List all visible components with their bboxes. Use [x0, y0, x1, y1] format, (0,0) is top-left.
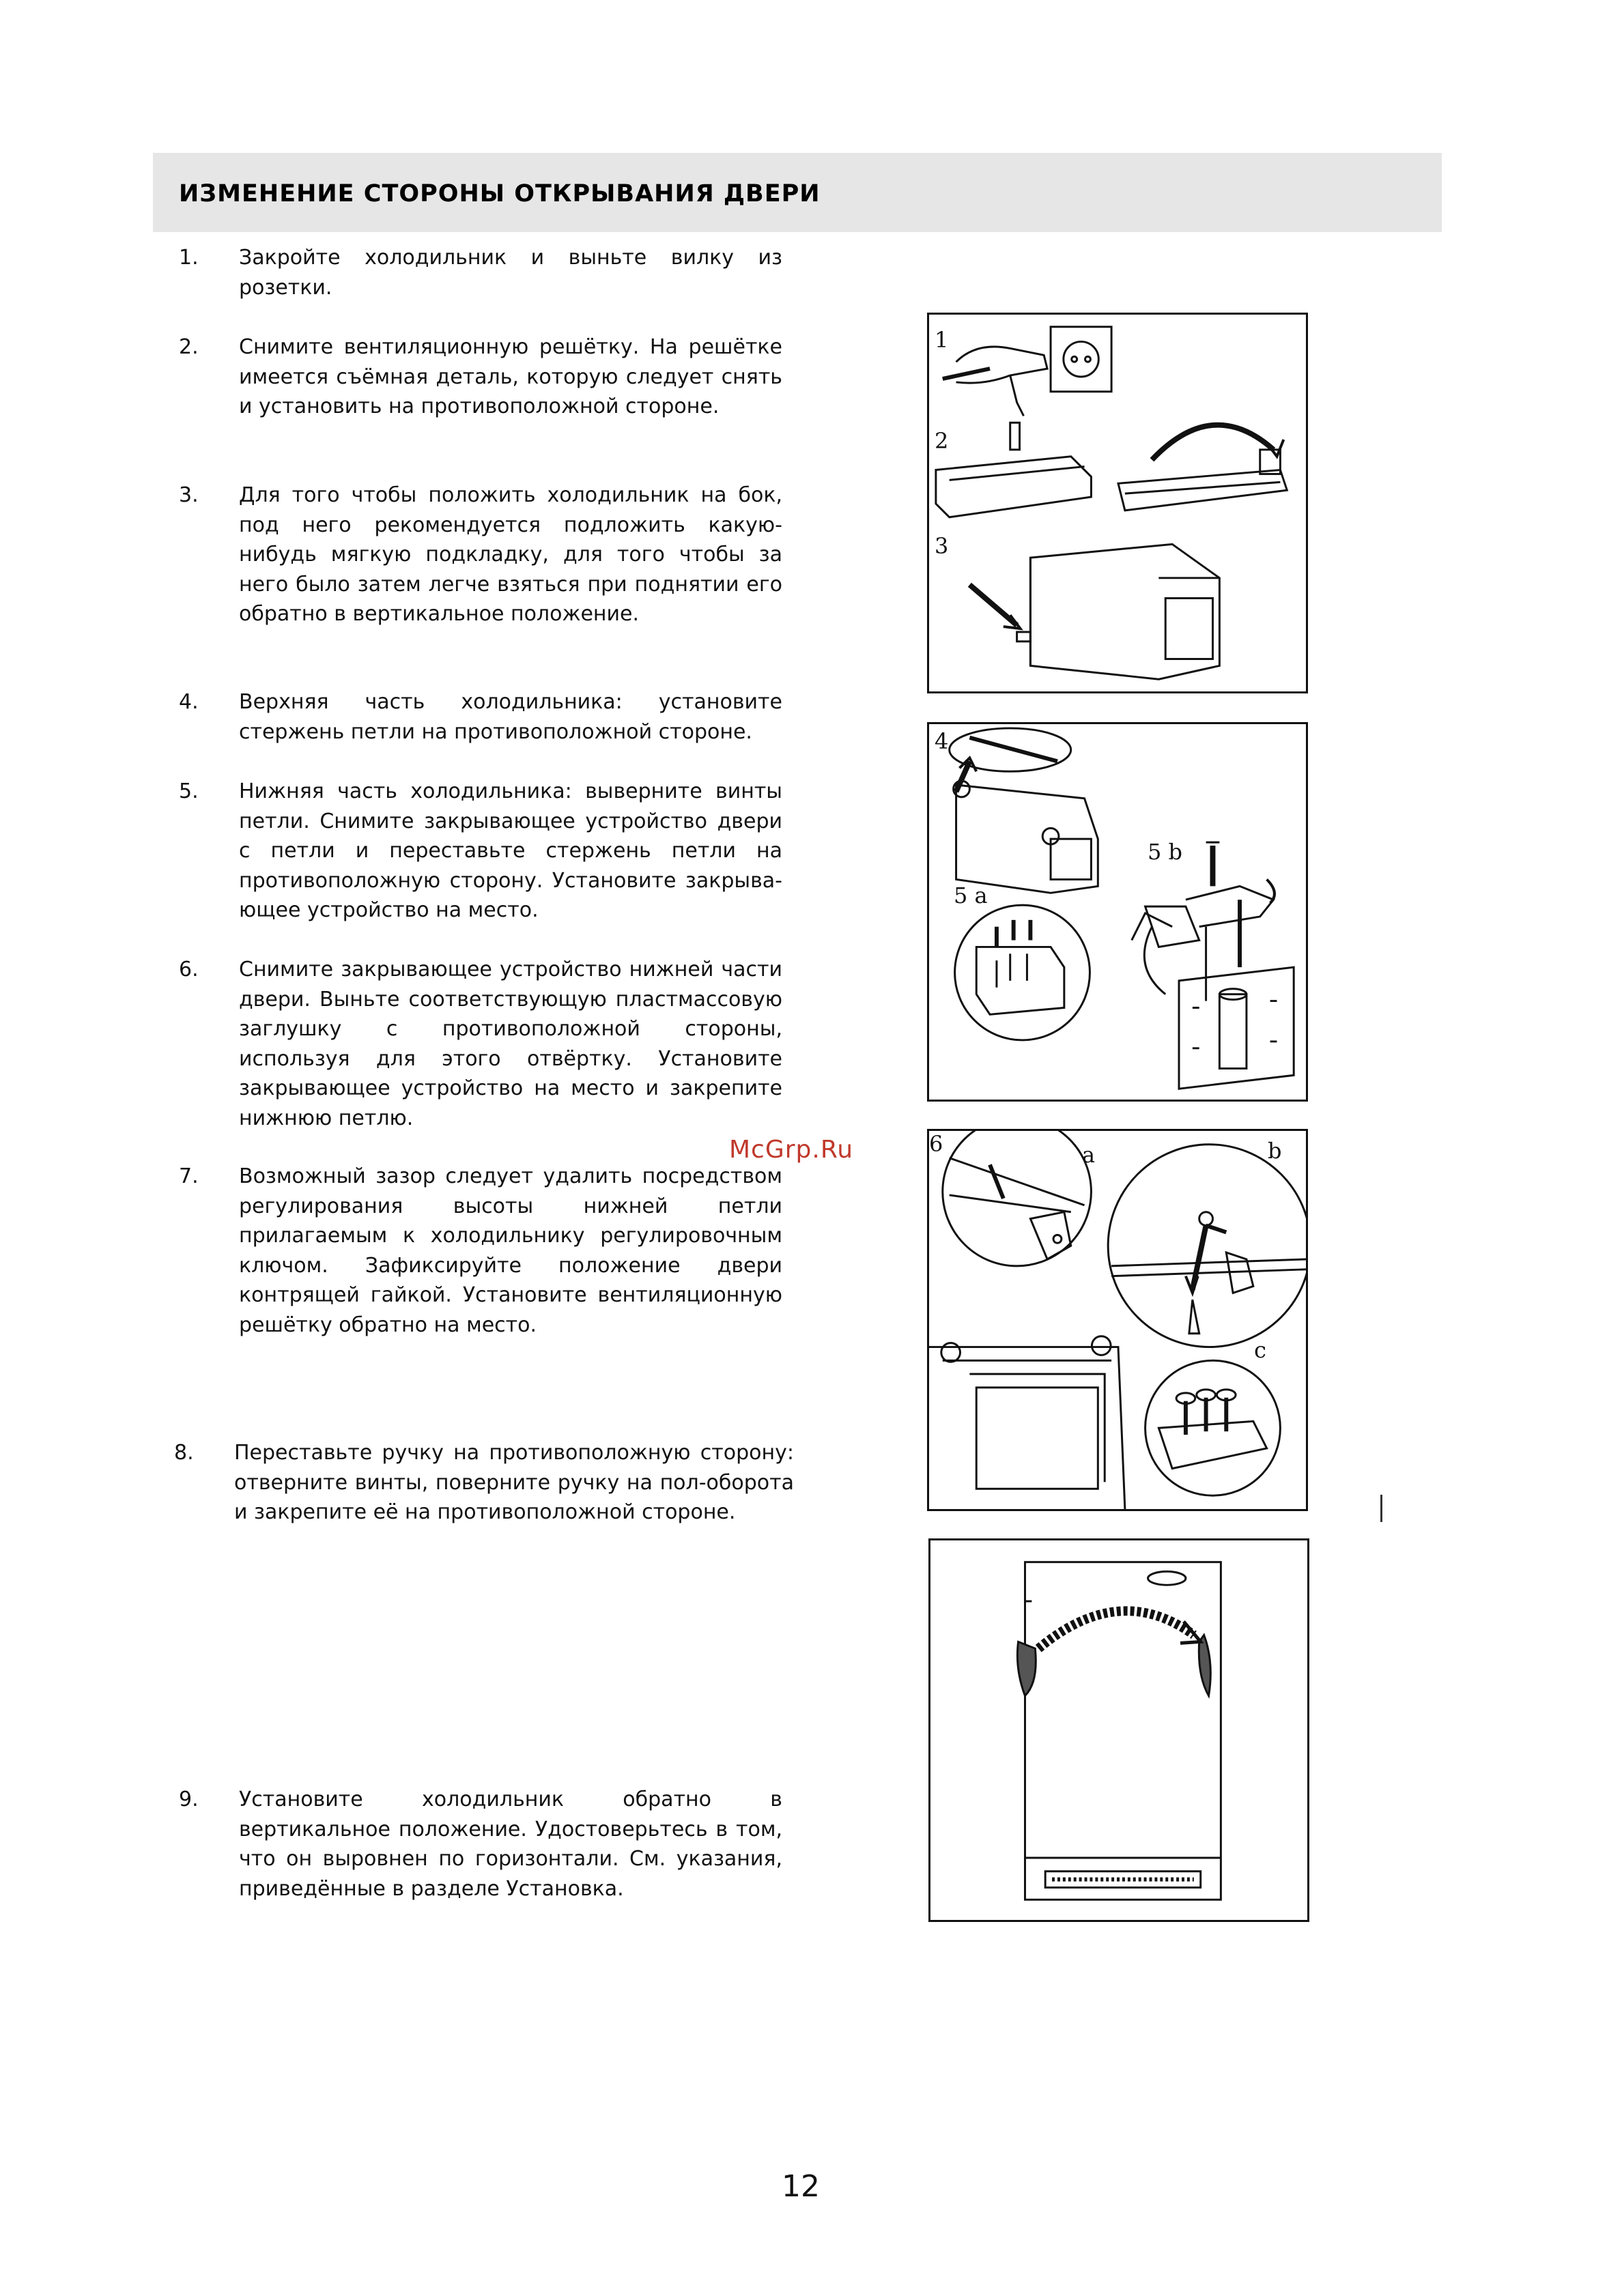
- step-text: Возможный зазор следует удалить посредством регулирования высоты нижней петли прилагаемым к холодильнику регулировочным ключом. Зафиксируйте положение двери контрящей гайкой. Установите вентиляционную решётку обратно на место.: [239, 1164, 782, 1337]
- figure-steps-1-3-illustration: [929, 315, 1306, 691]
- step-number: 3.: [179, 483, 199, 507]
- step-number: 9.: [179, 1788, 199, 1811]
- figure-label: a: [1082, 1142, 1096, 1168]
- watermark: McGrp.Ru: [729, 1136, 854, 1164]
- figure-steps-1-3: [927, 313, 1308, 693]
- figure-label: 5 a: [954, 882, 988, 908]
- step-number: 8.: [174, 1441, 194, 1465]
- figure-label: c: [1254, 1337, 1266, 1363]
- margin-mark: [1380, 1495, 1382, 1522]
- figure-step-8-illustration: [930, 1540, 1307, 1920]
- step-number: 1.: [179, 246, 199, 270]
- step-text: Нижняя часть холодильника: выверните винты петли. Снимите закрывающее устройство двери с петли и переставьте стержень петли на противоположную сторону. Установите закрыва-ющее устройство на место.: [239, 779, 782, 922]
- step-number: 4.: [179, 690, 199, 714]
- figure-step-6: [927, 1129, 1308, 1511]
- figure-label: 3: [935, 533, 949, 559]
- figure-label: 6: [929, 1131, 943, 1157]
- figure-label: 4: [935, 728, 949, 754]
- step-text: Установите холодильник обратно в вертикальное положение. Удостоверьтесь в том, что он выровнен по горизонтали. См. указания, приведённые в разделе Установка.: [239, 1788, 782, 1901]
- step-text: Снимите закрывающее устройство нижней части двери. Выньте соответствующую пластмассовую заглушку с противоположной стороны, используя для этого отвёртку. Установите закрывающее устройство на место и закрепите нижнюю петлю.: [239, 958, 782, 1130]
- step-text: Снимите вентиляционную решётку. На решётке имеется съёмная деталь, которую следует снять и установить на противоположной стороне.: [239, 335, 782, 418]
- step-number: 5.: [179, 779, 199, 803]
- page-number: 12: [782, 2169, 820, 2204]
- figure-step-8: [928, 1538, 1309, 1922]
- step-number: 6.: [179, 958, 199, 981]
- figure-steps-4-5-illustration: [929, 724, 1306, 1100]
- section-title: ИЗМЕНЕНИЕ СТОРОНЫ ОТКРЫВАНИЯ ДВЕРИ: [179, 180, 821, 207]
- step-number: 2.: [179, 335, 199, 359]
- step-text: Переставьте ручку на противоположную сторону: отверните винты, поверните ручку на пол-оборота и закрепите её на противоположной стороне.: [234, 1441, 794, 1524]
- figure-label: 5 b: [1148, 839, 1183, 865]
- step-text: Закройте холодильник и выньте вилку из розетки.: [239, 246, 782, 300]
- step-text: Верхняя часть холодильника: установите стержень петли на противоположной стороне.: [239, 690, 782, 744]
- step-text: Для того чтобы положить холодильник на бок, под него рекомендуется подложить какую-нибудь мягкую подкладку, для того чтобы за него было затем легче взяться при поднятии его обратно в вертикальное положение.: [239, 483, 782, 626]
- figure-label: 1: [935, 327, 949, 353]
- figure-label: b: [1268, 1138, 1282, 1164]
- step-number: 7.: [179, 1164, 199, 1188]
- figure-label: 2: [935, 428, 949, 454]
- figure-step-6-illustration: [929, 1131, 1306, 1509]
- figure-steps-4-5: [927, 722, 1308, 1102]
